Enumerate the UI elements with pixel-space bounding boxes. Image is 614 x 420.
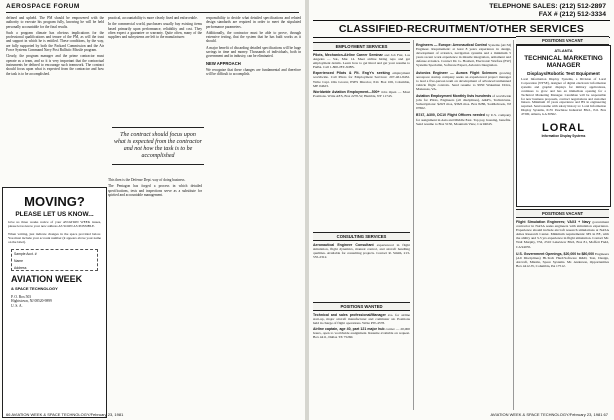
ad-heading: Aeronautical Engineer Consultant (313, 243, 374, 247)
classified-ads-employment (313, 53, 410, 100)
section-positions-vacant: POSITIONS VACANT (516, 209, 609, 218)
ad-title: TECHNICAL MARKETING MANAGER (524, 55, 603, 69)
classified-ads-column-2 (416, 43, 511, 129)
ad-heading: Engineers — Europe: Aeronautical Control (416, 43, 488, 47)
article-column-1 (6, 16, 104, 78)
paragraph: We recognize that these changes are fundamental and therefore will be difficult to accomplish. (206, 67, 301, 77)
ad-body: avs. for airline start-up, major aircraft manufacturer and commuter air. Positions held in charge of flight operations. Write PW-4578. (313, 313, 411, 326)
ad-body: Jobs Open — Most Positions. Write AES, Box 2270-W, Humble, NY 11743. (313, 89, 410, 98)
ad-heading: U.S. Government Openings, $20,000 to $80,000 (516, 251, 595, 256)
paragraph: A major benefit of discarding detailed specifications will be huge savings in time and money. Thousands of individuals, both in government and in industry, can be eliminated. (206, 45, 301, 59)
logo-subtext: & SPACE TECHNOLOGY (11, 286, 58, 291)
loral-display-ad (516, 45, 611, 207)
section-employment: EMPLOYMENT SERVICES (313, 42, 410, 51)
paragraph: Clearly, the program manager and the prime contractor must operate as a team, and so it is very important that the contractual instruments be defined to encourage such teamwork. The contract should focus upon what is expected from the contractor and how the task is to be accomplished. (6, 54, 104, 76)
ad-body: experienced in flight simulation, flight dynamics, manual control, and aircraft handling qualities. Available for consulting projects. Contact R. Smith, 213-555-2312. (313, 243, 410, 260)
ad-body: and Job Fair, Los Angeles — Sat., Mar. 14. Meet airline hiring reps and get employment details. Learn how to get hired and get your resume to FAPA. Call 1-800-JET-JOBS. (313, 53, 411, 70)
ad-heading: Avionics Engineer — Aurora Flight Sciences (416, 70, 498, 75)
paragraph: Such a program climate has obvious implications for the professional qualifications and tenure of the PM, as will the trust and support in which he is entitled. These conditions, by the way, are fully supported by both the Packard Commission and the Air Force Systems Command Navy Post Ballistic Missile program. (6, 30, 104, 53)
moving-title: MOVING? (24, 194, 85, 209)
page-footer: 66 AVIATION WEEK & SPACE TECHNOLOGY/February 23, 1981 (6, 412, 124, 417)
mailing-address (3, 295, 106, 308)
column-divider (513, 40, 514, 410)
telephone-sales: TELEPHONE SALES: (212) 512-2897 (489, 3, 606, 10)
contact-box (489, 3, 606, 19)
label-line: Name (14, 259, 24, 263)
ad-location: ATLANTA (554, 48, 573, 53)
classified-header: CLASSIFIED-RECRUITMENT/OTHER SERVICES (313, 20, 610, 38)
logo-subtext: Information Display Systems (541, 134, 586, 139)
ad-body: growing aerospace startup company seeks an experienced project manager to lead a five-person team on development of advanced unmanned vehicle flight controls. Send resume to 9950 Wakeman Drive, Manassas, VA. (416, 70, 512, 91)
ad-subtitle: Displays/Robotic Test Equipment (527, 71, 600, 76)
paragraph: responsibility to decide what detailed specifications and related design standards are required in order to meet the stipulated performance parameters. (206, 16, 301, 29)
ad-body: government contractor in NASA seeks engineers with simulation experience. Experience should include aircraft research simulations at NASA Ames Research Center. Minimum requirements: MS in EE, with the ability and 3-5 yrs experience in flight simulation. Contact Mr. Walt Murphy, TSI, 2510 Lakeview Blvd, Box 81, Moffett Field, CA 94035. (516, 220, 609, 249)
ad-body: carrier — 20,000 hours, open to worldwide assignment. Resume available on request. Box 4411, Dallas TX 75260. (313, 327, 411, 340)
ad-heading: B747, A300, DC10 Flight Officers needed (416, 113, 485, 118)
section-positions-vacant-top: POSITIONS VACANT (516, 36, 609, 45)
paragraph: This then is the Defense Dept. way of doing business. (108, 178, 186, 182)
ad-heading: Aviation Employment Monthly lists hundreds (416, 94, 492, 99)
logo-text: LORAL (542, 122, 585, 135)
ad-heading: Airline captain, age 40, part 121 major hub (313, 327, 385, 332)
classified-ads-consulting (313, 243, 410, 261)
label-line: Address (14, 266, 27, 270)
ad-body: of worldwide jobs for Pilots, Engineers (all disciplines), A&P's, Technicians. Subscriptions: $20/3 mos, $36/6 mos. Box 8286, Saddlebrook, NJ 07662. (416, 94, 512, 111)
article-column-3 (206, 16, 301, 79)
classified-ads-positions-wanted (313, 313, 410, 342)
label-line: Sample Acct. # (14, 252, 37, 256)
ad-heading: Technical and sales professional/Manager (313, 313, 386, 317)
ad-body: Systems (ACSI) Engineer. Requirement: at least 8 years experience in design, development of avionics, navigation systems and a minimum 5 years recent work experience in missile integration, armament and defense avionics. Contact Dr. G. Houbert, Electronic Warfare (EW) Systems Specialist, Software Expert, Avionics Integration. (416, 43, 512, 68)
paragraph: In the commercial world, purchasers usually buy existing items based primarily upon performance, reliability and cost. They often expect a guarantee or warranty. Quite often, many of the suppliers and subsystems are left to the manufacturer. (108, 22, 202, 40)
column-divider (413, 40, 414, 410)
page-footer: AVIATION WEEK & SPACE TECHNOLOGY/February 23, 1981 67 (490, 412, 608, 417)
address-line: P. O. Box 503 (11, 295, 32, 299)
article-column-2b (108, 178, 202, 199)
paragraph: defined and upheld. The PM should be empowered with the authority to execute his program fully, knowing he will be held personally accountable for the final results. (6, 16, 104, 29)
ad-body: by U.S. company for assignment in Asia and Middle East. Top pay, housing, benefits. Send resume to Box 5150, Mountain View, CA 94043. (416, 113, 511, 126)
ad-heading: Flight Simulation Engineers; VAX3 + Navy (516, 220, 591, 224)
header-rule (6, 12, 299, 13)
ad-heading: Worldwide Aviation Employment—500+ (313, 89, 380, 94)
paragraph: Additionally, the contractor must be able to prove, through extensive testing, that the system that he has built works as it should. (206, 30, 301, 44)
address-line: Hightstown, NJ 08520-9899 (11, 299, 52, 304)
ad-heading: Experienced Pilots & Flt. Eng'r's seeking (313, 71, 390, 76)
moving-body-1: Give us three weeks notice of your AVIATION WEEK issues, please let us know your new address AS SOON AS POSSIBLE. (8, 220, 101, 228)
moving-notice-ad (2, 187, 107, 418)
ad-body: Loral Information Display Systems, a Division of Loral Corporation (NYSE), designer of digital electronic information systems and graphic displays for military applications, continues to grow and has an immediate opening for a Technical Marketing Manager. Candidate will be responsible for new business proposals, contract negotiations and customer liaison. Minimum 10 years experience and BS in engineering required. Send resume with salary history to: Loral Information Display Systems, 6155 Peachtree Industrial Blvd., P.O. Box 47300, Atlanta, GA 30362. (521, 77, 606, 117)
right-page (309, 0, 614, 420)
subhead: NEW APPROACH (206, 60, 241, 66)
aviation-week-logo (11, 275, 98, 293)
section-consulting: CONSULTING SERVICES (313, 232, 410, 241)
article-column-2 (108, 16, 202, 41)
fax-number: FAX # (212) 512-3334 (538, 11, 606, 18)
paragraph: The Pentagon has forged a process in which detailed specifications, tests and inspections serve as a substitute for spirited and accountable management. (108, 184, 202, 197)
section-header: AEROSPACE FORUM (6, 3, 80, 10)
ad-heading: Pilots, Mechanics-Airline Career Seminar (313, 53, 383, 57)
loral-logo (529, 122, 599, 138)
moving-subtitle: PLEASE LET US KNOW... (15, 211, 94, 218)
moving-body-2: When writing, just indicate changes in the space provided below. You must include your account number (it appears above your name on the label). (8, 232, 101, 244)
classified-ads-column-3 (516, 220, 609, 271)
address-line: U. S. A. (11, 303, 23, 308)
mailing-label-sample (11, 249, 98, 271)
pull-quote: The contract should focus upon what is expected from the contractor and not how the task is to be accomplished (112, 127, 204, 165)
left-page (0, 0, 305, 420)
ad-body: employment worldwide. Call Pilots for Employment Services: 207-461-8432. Write Capt. Otis Grover, PSES Director, P.O. Box 106, Columbia, ME 04623. (313, 71, 410, 88)
ad-body: Engineers (All Disciplines) Hi-Tech Hard/Software R&D, Test, Design, Aircraft, Missile, Space Systems. Mr. Anderson, Opportunities Box 4412-W, Columbia, PA 17512. (516, 251, 610, 268)
paragraph: practical, accountability is more clearly fixed and enforceable. (108, 16, 198, 20)
logo-text: AVIATION WEEK (11, 274, 83, 284)
section-positions-wanted: POSITIONS WANTED (313, 302, 410, 311)
